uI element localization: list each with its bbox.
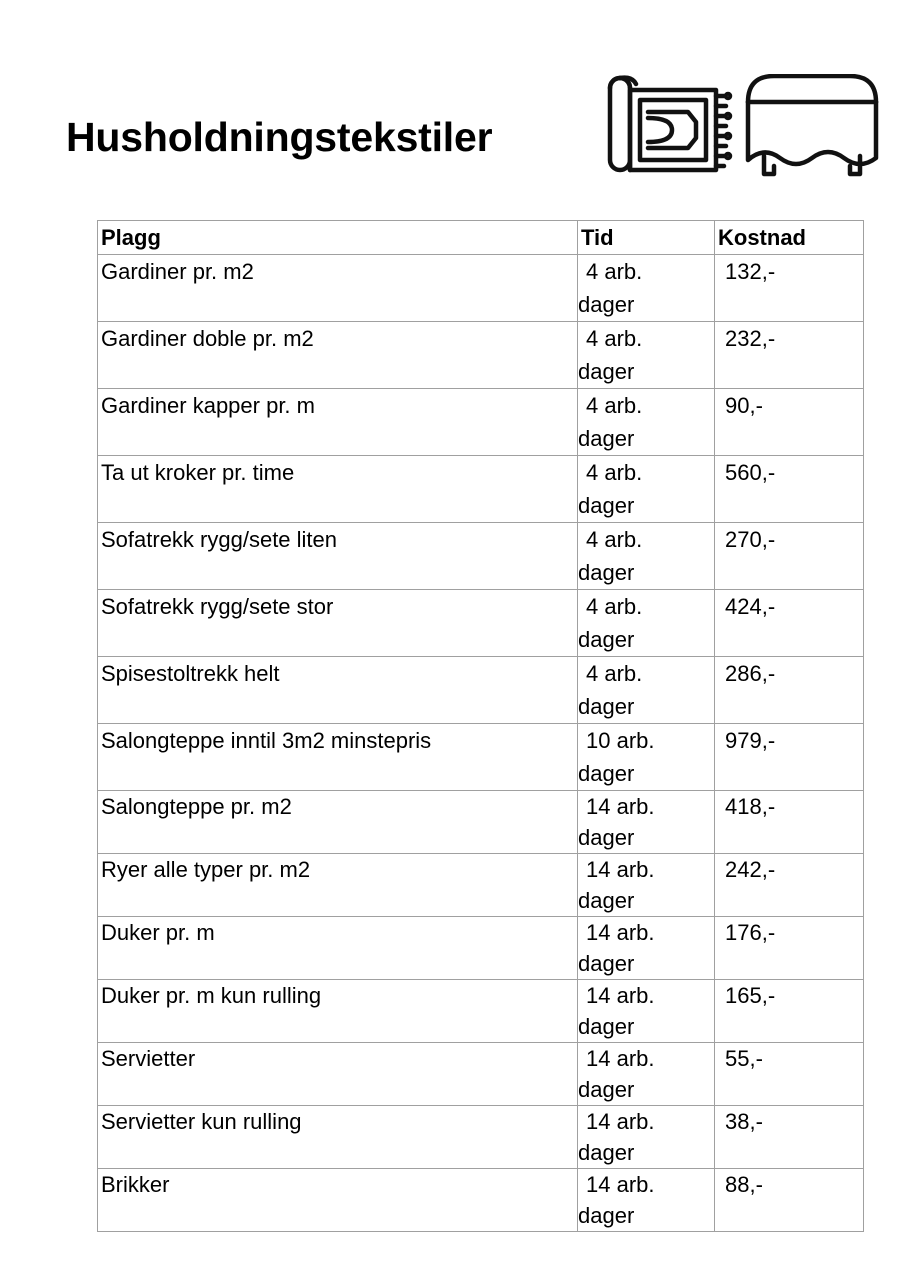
table-row — [98, 854, 864, 917]
column-header-plagg: Plagg — [98, 221, 578, 255]
time-cell: 4 arb. dager — [578, 456, 715, 523]
item-cell: Spisestoltrekk helt — [98, 657, 578, 724]
table-header-row — [98, 221, 864, 255]
table-row — [98, 322, 864, 389]
time-cell: 14 arb. dager — [578, 917, 715, 980]
table-row — [98, 917, 864, 980]
time-cell: 14 arb. dager — [578, 1043, 715, 1106]
item-cell: Gardiner pr. m2 — [98, 255, 578, 322]
table-row — [98, 389, 864, 456]
item-cell: Salongteppe inntil 3m2 minstepris — [98, 724, 578, 791]
item-cell: Sofatrekk rygg/sete stor — [98, 590, 578, 657]
time-cell: 10 arb. dager — [578, 724, 715, 791]
price-table — [97, 220, 864, 1232]
time-cell: 4 arb. dager — [578, 322, 715, 389]
time-cell: 4 arb. dager — [578, 590, 715, 657]
item-cell: Brikker — [98, 1169, 578, 1232]
cost-cell: 55,- — [715, 1043, 864, 1106]
rug-icon — [606, 74, 734, 180]
table-row — [98, 1043, 864, 1106]
page-title: Husholdningstekstiler — [66, 114, 493, 160]
cost-cell: 38,- — [715, 1106, 864, 1169]
item-cell: Ta ut kroker pr. time — [98, 456, 578, 523]
item-cell: Duker pr. m — [98, 917, 578, 980]
cost-cell: 979,- — [715, 724, 864, 791]
table-row — [98, 255, 864, 322]
column-header-kostnad: Kostnad — [715, 221, 864, 255]
table-row — [98, 657, 864, 724]
cost-cell: 165,- — [715, 980, 864, 1043]
item-cell: Salongteppe pr. m2 — [98, 791, 578, 854]
table-row — [98, 1169, 864, 1232]
time-cell: 14 arb. dager — [578, 1169, 715, 1232]
cost-cell: 270,- — [715, 523, 864, 590]
cost-cell: 176,- — [715, 917, 864, 980]
item-cell: Servietter kun rulling — [98, 1106, 578, 1169]
table-row — [98, 791, 864, 854]
tablecloth-icon — [744, 74, 880, 180]
cost-cell: 88,- — [715, 1169, 864, 1232]
time-cell: 4 arb. dager — [578, 657, 715, 724]
item-cell: Gardiner doble pr. m2 — [98, 322, 578, 389]
cost-cell: 560,- — [715, 456, 864, 523]
column-header-tid: Tid — [578, 221, 715, 255]
cost-cell: 286,- — [715, 657, 864, 724]
cost-cell: 232,- — [715, 322, 864, 389]
item-cell: Gardiner kapper pr. m — [98, 389, 578, 456]
item-cell: Servietter — [98, 1043, 578, 1106]
table-row — [98, 590, 864, 657]
cost-cell: 418,- — [715, 791, 864, 854]
time-cell: 4 arb. dager — [578, 389, 715, 456]
item-cell: Duker pr. m kun rulling — [98, 980, 578, 1043]
cost-cell: 242,- — [715, 854, 864, 917]
table-row — [98, 456, 864, 523]
table-row — [98, 1106, 864, 1169]
time-cell: 14 arb. dager — [578, 1106, 715, 1169]
cost-cell: 90,- — [715, 389, 864, 456]
table-row — [98, 980, 864, 1043]
table-row — [98, 724, 864, 791]
cost-cell: 424,- — [715, 590, 864, 657]
time-cell: 14 arb. dager — [578, 854, 715, 917]
time-cell: 14 arb. dager — [578, 980, 715, 1043]
time-cell: 4 arb. dager — [578, 523, 715, 590]
item-cell: Ryer alle typer pr. m2 — [98, 854, 578, 917]
cost-cell: 132,- — [715, 255, 864, 322]
table-row — [98, 523, 864, 590]
time-cell: 14 arb. dager — [578, 791, 715, 854]
time-cell: 4 arb. dager — [578, 255, 715, 322]
item-cell: Sofatrekk rygg/sete liten — [98, 523, 578, 590]
